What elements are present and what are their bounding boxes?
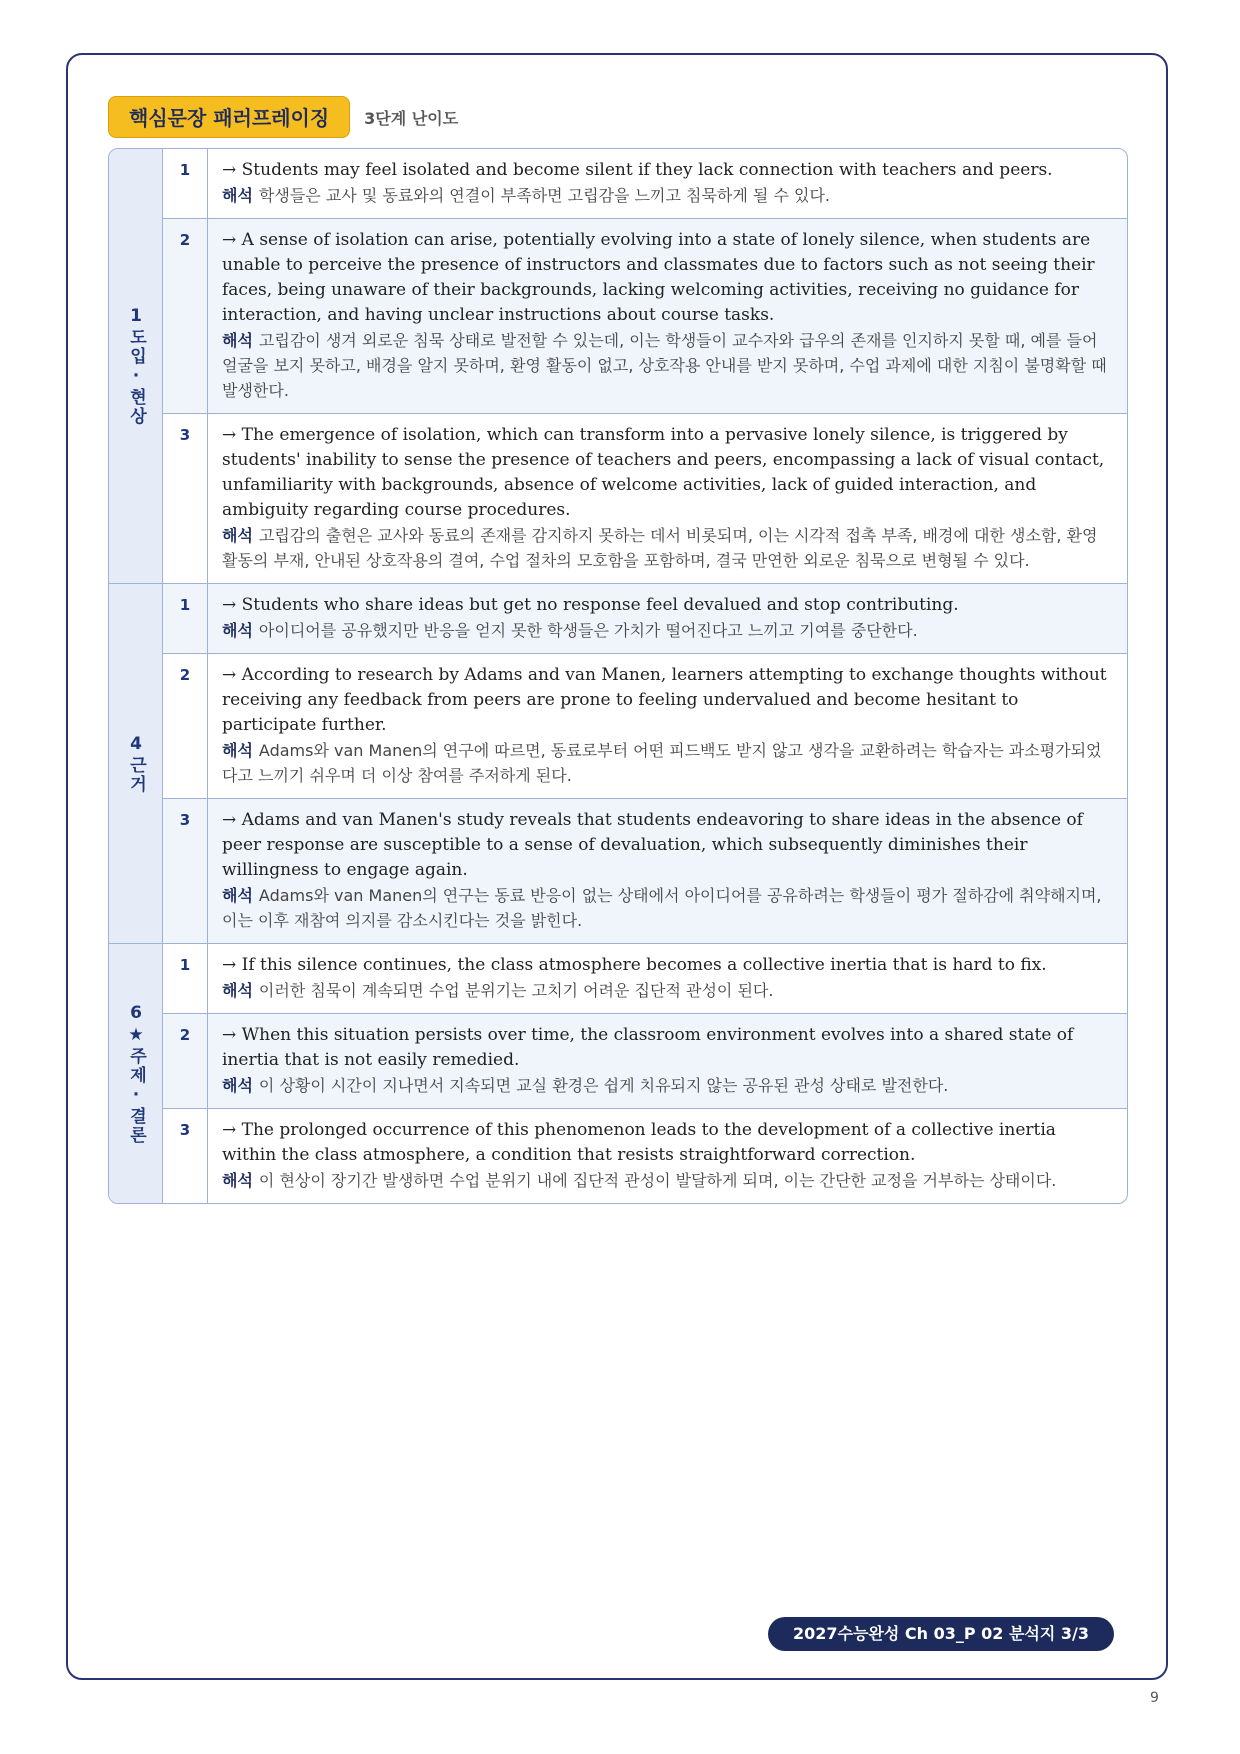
- section-label-text: 6★주제·결론: [126, 1002, 146, 1145]
- footer-badge: 2027수능완성 Ch 03_P 02 분석지 3/3: [768, 1617, 1114, 1651]
- section-conclusion: [109, 943, 1127, 1203]
- table-row: [163, 653, 1127, 798]
- row-number: 1: [163, 584, 208, 653]
- korean-translation: 학생들은 교사 및 동료와의 연결이 부족하면 고립감을 느끼고 침묵하게 될 수 있다.: [258, 186, 831, 205]
- section-label: [109, 584, 163, 943]
- section-label-text: 4근거: [126, 733, 146, 794]
- korean-translation: 이 현상이 장기간 발생하면 수업 분위기 내에 집단적 관성이 발달하게 되며, 이는 간단한 교정을 거부하는 상태이다.: [258, 1171, 1057, 1190]
- english-sentence: → Students may feel isolated and become silent if they lack connection with teachers and peers.: [222, 160, 1053, 180]
- english-sentence: → Students who share ideas but get no response feel devalued and stop contributing.: [222, 595, 959, 615]
- row-number: 3: [163, 1109, 208, 1203]
- table-row: [163, 149, 1127, 218]
- section-label-text: 1도입·현상: [126, 306, 146, 426]
- section-label: [109, 149, 163, 583]
- table-row: [163, 1108, 1127, 1203]
- translation-label: 해석: [222, 981, 253, 1000]
- difficulty-level: 3단계 난이도: [364, 108, 459, 128]
- table-row: [163, 944, 1127, 1013]
- translation-label: 해석: [222, 526, 253, 545]
- translation-label: 해석: [222, 186, 253, 205]
- english-sentence: → The prolonged occurrence of this phenomenon leads to the development of a collective inertia within the class atmosphere, a condition that resists straightforward correction.: [222, 1120, 1056, 1165]
- korean-translation: Adams와 van Manen의 연구에 따르면, 동료로부터 어떤 피드백도 받지 않고 생각을 교환하려는 학습자는 과소평가되었다고 느끼기 쉬우며 더 이상 참여를 주저하게 된다.: [222, 741, 1102, 785]
- english-sentence: → The emergence of isolation, which can transform into a pervasive lonely silence, is triggered by students' inability to sense the presence of teachers and peers, encompassing a lack of visual contact, unfamiliarity with backgrounds, absence of welcome activities, lack of guided interaction, and ambiguity regarding course procedures.: [222, 425, 1105, 520]
- row-number: 2: [163, 219, 208, 413]
- korean-translation: 이 상황이 시간이 지나면서 지속되면 교실 환경은 쉽게 치유되지 않는 공유된 관성 상태로 발전한다.: [258, 1076, 949, 1095]
- row-number: 2: [163, 1014, 208, 1108]
- row-number: 3: [163, 414, 208, 583]
- english-sentence: → Adams and van Manen's study reveals that students endeavoring to share ideas in the absence of peer response are susceptible to a sense of devaluation, which subsequently diminishes their willingness to engage again.: [222, 810, 1083, 880]
- table-row: [163, 1013, 1127, 1108]
- section-label: [109, 944, 163, 1203]
- row-number: 2: [163, 654, 208, 798]
- paraphrase-table: [108, 148, 1128, 1204]
- table-row: [163, 413, 1127, 583]
- translation-label: 해석: [222, 621, 253, 640]
- english-sentence: → When this situation persists over time, the classroom environment evolves into a shared state of inertia that is not easily remedied.: [222, 1025, 1074, 1070]
- korean-translation: 고립감의 출현은 교사와 동료의 존재를 감지하지 못하는 데서 비롯되며, 이는 시각적 접촉 부족, 배경에 대한 생소함, 환영 활동의 부재, 안내된 상호작용의 결여, 수업 절차의 모호함을 포함하며, 결국 만연한 외로운 침묵으로 변형될 수 있다.: [222, 526, 1098, 570]
- table-row: [163, 218, 1127, 413]
- translation-label: 해석: [222, 1076, 253, 1095]
- translation-label: 해석: [222, 886, 253, 905]
- section-header: [108, 96, 458, 138]
- row-number: 1: [163, 944, 208, 1013]
- section-evidence: [109, 583, 1127, 943]
- section-intro: [109, 149, 1127, 583]
- table-row: [163, 584, 1127, 653]
- english-sentence: → If this silence continues, the class atmosphere becomes a collective inertia that is hard to fix.: [222, 955, 1047, 975]
- korean-translation: 아이디어를 공유했지만 반응을 얻지 못한 학생들은 가치가 떨어진다고 느끼고 기여를 중단한다.: [258, 621, 918, 640]
- row-number: 3: [163, 799, 208, 943]
- english-sentence: → A sense of isolation can arise, potentially evolving into a state of lonely silence, when students are unable to perceive the presence of instructors and classmates due to factors such as not seeing their faces, being unaware of their backgrounds, lacking welcoming activities, receiving no guidance for interaction, and having unclear instructions about course tasks.: [222, 230, 1095, 325]
- translation-label: 해석: [222, 1171, 253, 1190]
- page-number: 9: [1150, 1690, 1159, 1706]
- english-sentence: → According to research by Adams and van Manen, learners attempting to exchange thoughts without receiving any feedback from peers are prone to feeling undervalued and become hesitant to participate further.: [222, 665, 1107, 735]
- row-number: 1: [163, 149, 208, 218]
- table-row: [163, 798, 1127, 943]
- title-badge: 핵심문장 패러프레이징: [108, 96, 350, 138]
- korean-translation: 이러한 침묵이 계속되면 수업 분위기는 고치기 어려운 집단적 관성이 된다.: [258, 981, 774, 1000]
- korean-translation: 고립감이 생겨 외로운 침묵 상태로 발전할 수 있는데, 이는 학생들이 교수자와 급우의 존재를 인지하지 못할 때, 예를 들어 얼굴을 보지 못하고, 배경을 알지 못하며, 환영 활동이 없고, 상호작용 안내를 받지 못하며, 수업 과제에 대한 지침이 불명확할 때 발생한다.: [222, 331, 1107, 400]
- translation-label: 해석: [222, 741, 253, 760]
- korean-translation: Adams와 van Manen의 연구는 동료 반응이 없는 상태에서 아이디어를 공유하려는 학생들이 평가 절하감에 취약해지며, 이는 이후 재참여 의지를 감소시킨다는 것을 밝힌다.: [222, 886, 1102, 930]
- translation-label: 해석: [222, 331, 253, 350]
